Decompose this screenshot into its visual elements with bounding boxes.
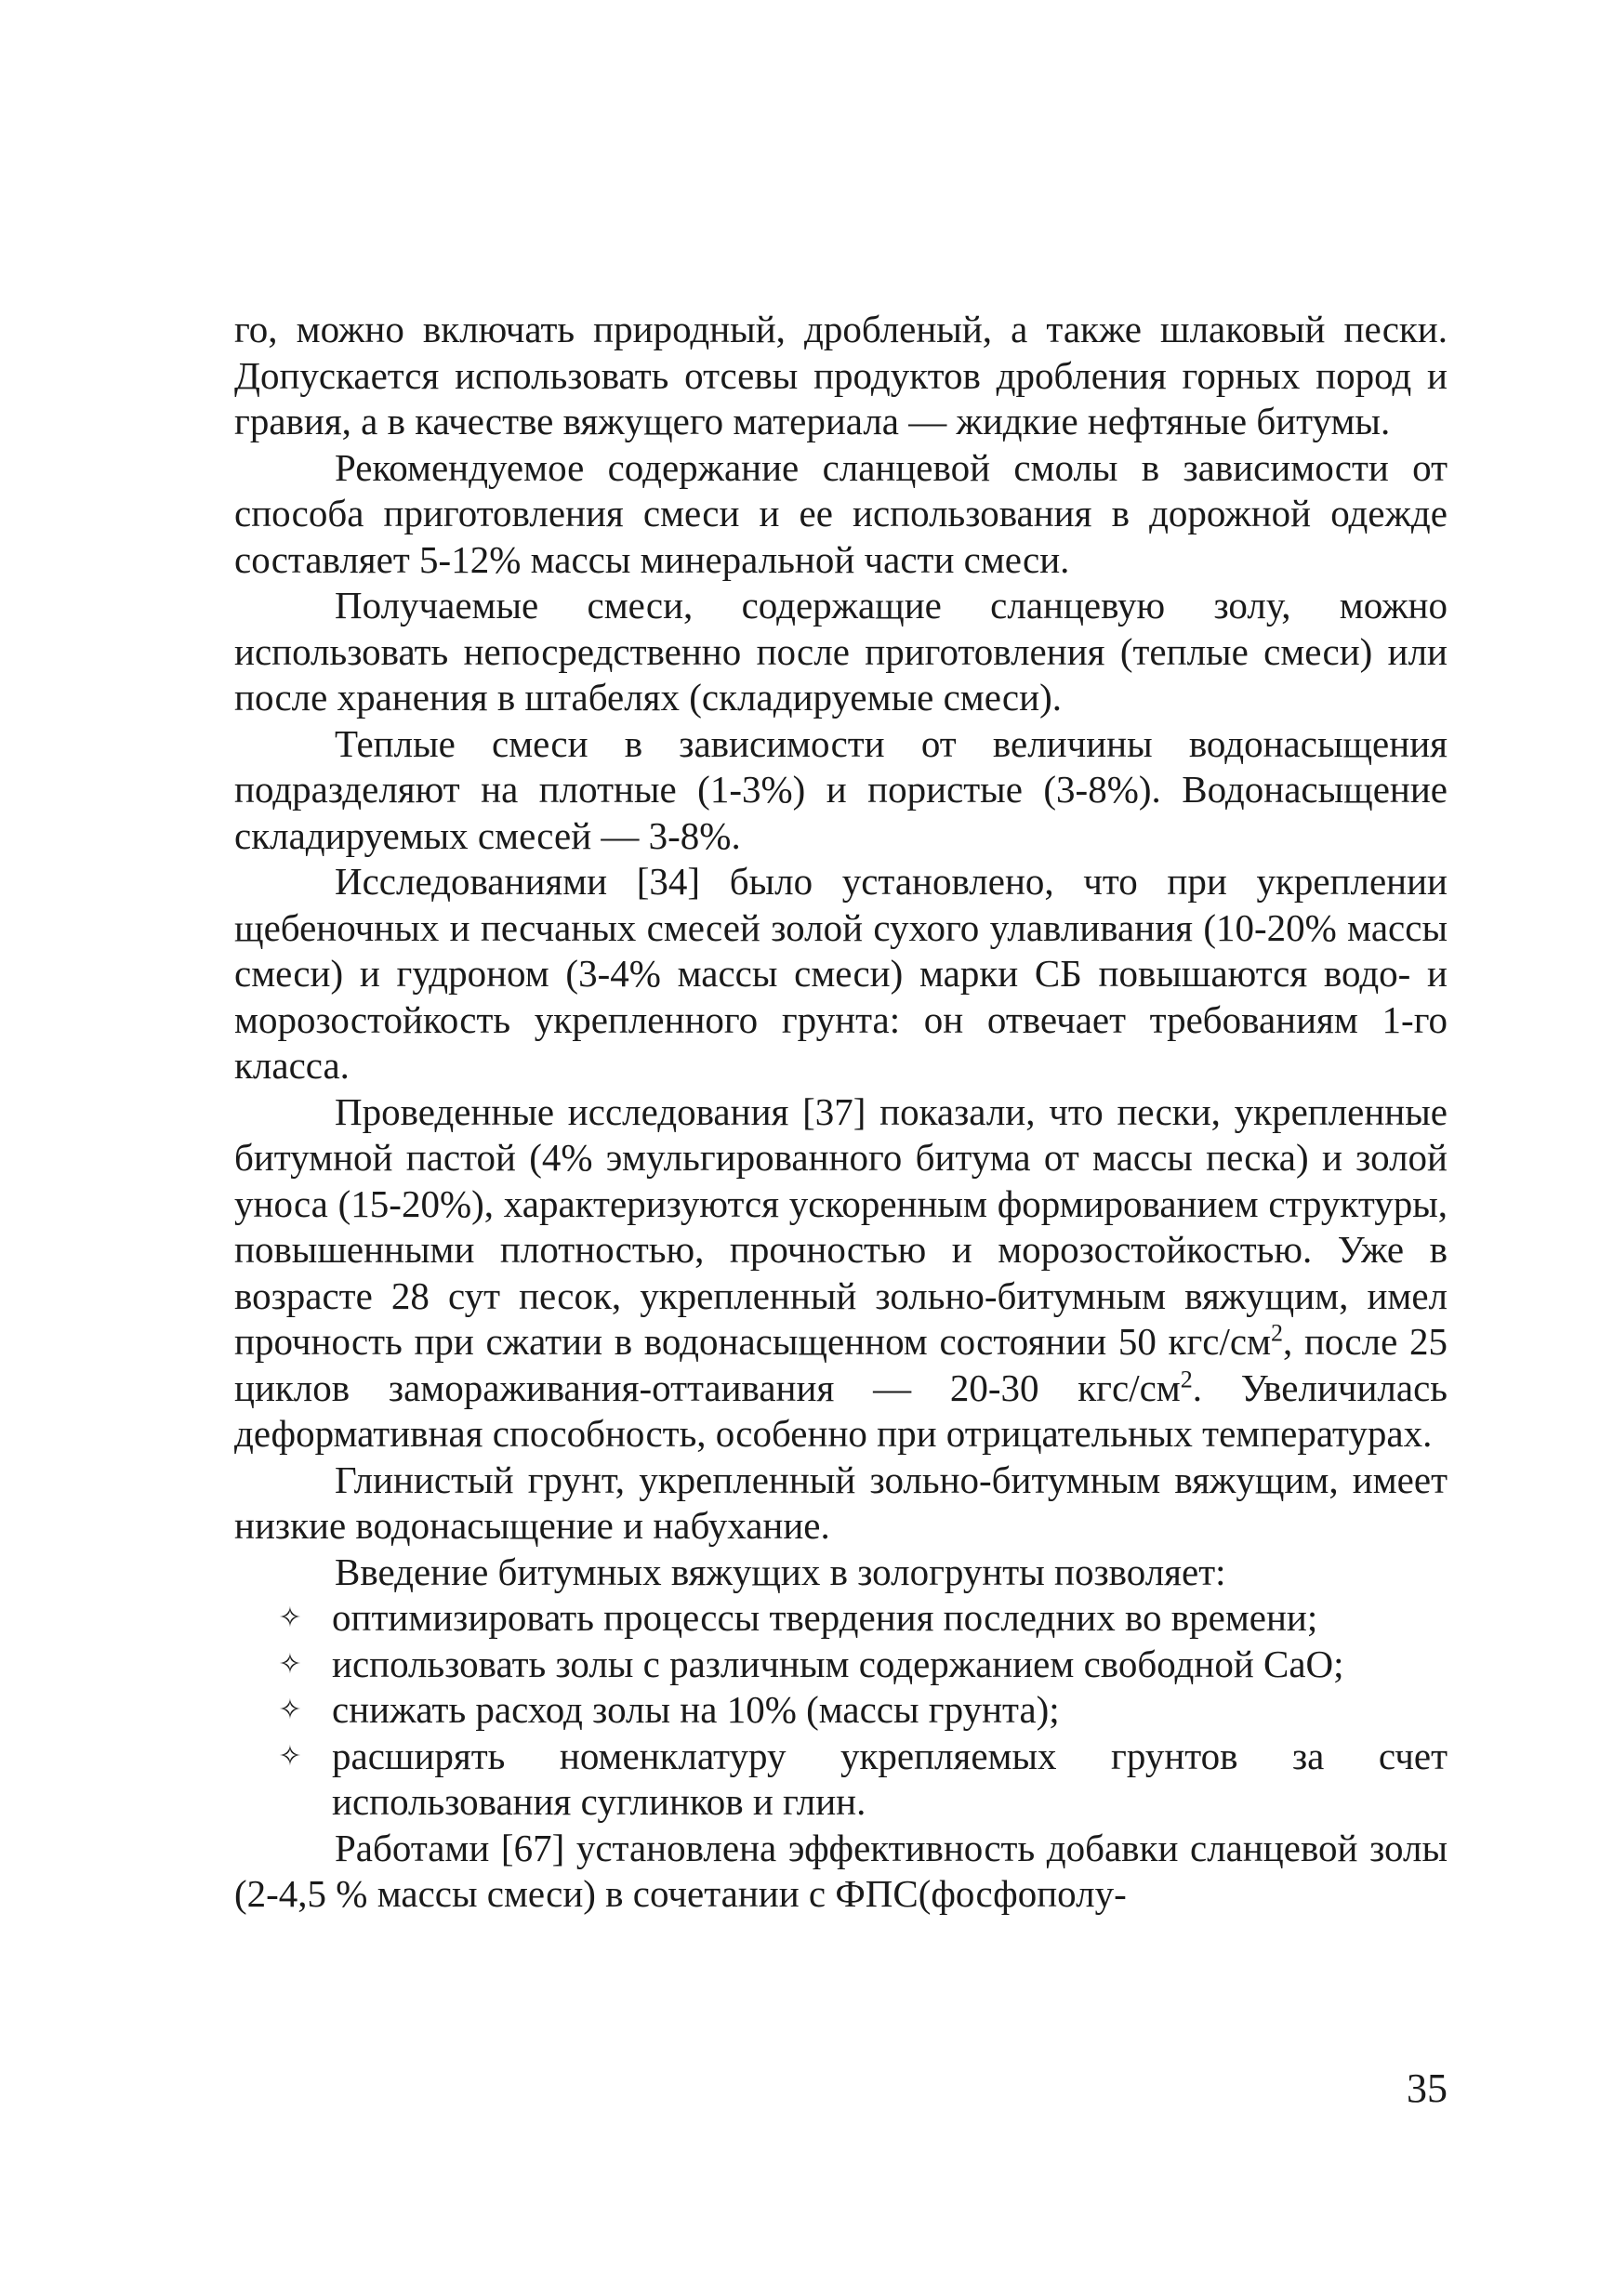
star-bullet-icon: ✧: [278, 1739, 302, 1773]
research-37-text-3: . Увеличилась деформативная способность, особенно при отрицательных температурах.: [234, 1366, 1448, 1455]
list-item-text: расширять номенклатуру укрепляемых грунтов за счет использования суглинков и глин.: [332, 1734, 1448, 1823]
list-item: [234, 1642, 1448, 1688]
star-bullet-icon: ✧: [278, 1602, 302, 1634]
list-item: [234, 1687, 1448, 1734]
body-text: [234, 307, 1448, 1918]
paragraph-mixtures-usage: Получаемые смеси, содержащие сланцевую золу, можно использовать непосредственно после приготовления (теплые смеси) или после хранения в штабелях (складируемые смеси).: [234, 584, 1448, 719]
superscript-2: 2: [1271, 1319, 1284, 1347]
star-bullet-icon: ✧: [278, 1694, 302, 1726]
paragraph-clay-soil: Глинистый грунт, укрепленный зольно-битумным вяжущим, имеет низкие водонасыщение и набухание.: [234, 1458, 1448, 1547]
paragraph-research-37: [234, 1089, 1448, 1458]
list-item-text: использовать золы с различным содержанием свободной CaO;: [332, 1642, 1344, 1685]
research-37-text-2: , после 25 циклов замораживания-оттаивания — 20-30 кгс/см: [234, 1320, 1448, 1409]
paragraph-research-67: Работами [67] установлена эффективность добавки сланцевой золы (2-4,5 % массы смеси) в сочетании с ФПС(фосфополу-: [234, 1826, 1448, 1915]
paragraph-warm-mixtures: Теплые смеси в зависимости от величины водонасыщения подразделяют на плотные (1-3%) и пористые (3-8%). Водонасыщение складируемых смесей — 3-8%.: [234, 721, 1448, 857]
paragraph-continuation: го, можно включать природный, дробленый, а также шлаковый пески. Допускается использовать отсевы продуктов дробления горных пород и гравия, а в качестве вяжущего материала — жидкие нефтяные битумы.: [234, 308, 1448, 442]
benefits-list: [234, 1595, 1448, 1826]
paragraph-research-34: Исследованиями [34] было установлено, что при укреплении щебеночных и песчаных смесей золой сухого улавливания (10-20% массы смеси) и гудроном (3-4% массы смеси) марки СБ повышаются водо- и морозостойкость укрепленного грунта: он отвечает требованиям 1-го класса.: [234, 860, 1448, 1087]
paragraph-shale-resin: Рекомендуемое содержание сланцевой смолы в зависимости от способа приготовления смеси и ее использования в дорожной одежде составляет 5-12% массы минеральной части смеси.: [234, 445, 1448, 581]
list-item-text: оптимизировать процессы твердения последних во времени;: [332, 1596, 1318, 1639]
list-item-text: снижать расход золы на 10% (массы грунта);: [332, 1688, 1060, 1731]
superscript-2: 2: [1180, 1365, 1193, 1392]
list-item: [234, 1734, 1448, 1826]
page-number: 35: [1407, 2065, 1448, 2111]
paragraph-list-intro: Введение битумных вяжущих в зологрунты позволяет:: [335, 1550, 1226, 1593]
list-item: [234, 1595, 1448, 1642]
star-bullet-icon: ✧: [278, 1647, 302, 1681]
research-37-text-1: Проведенные исследования [37] показали, что пески, укрепленные битумной пастой (4% эмульгированного битума от массы песка) и золой уноса (15-20%), характеризуются ускоренным формированием структуры, повышенными плотностью, прочностью и морозостойкостью. Уже в возрасте 28 сут песок, укрепленный зольно-битумным вяжущим, имел прочность при сжатии в водонасыщенном состоянии 50 кгс/см: [234, 1089, 1448, 1363]
